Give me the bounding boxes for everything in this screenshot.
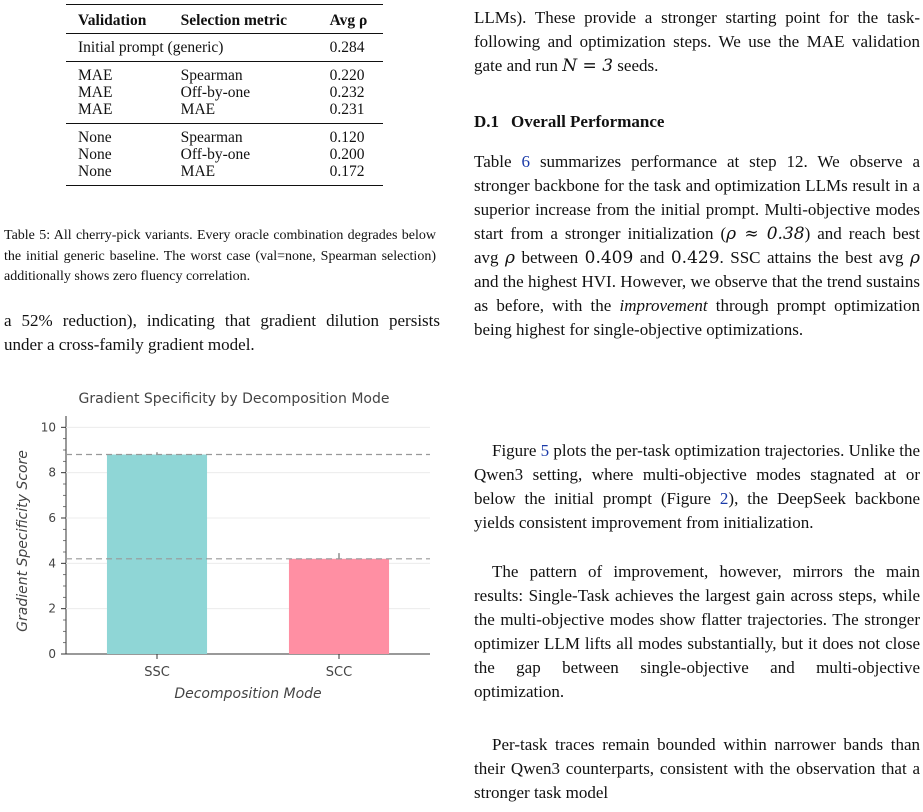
baseline-avg: 0.284	[329, 39, 365, 56]
x-tick-label: SSC	[144, 665, 170, 680]
cell-avg: 0.232	[329, 84, 365, 101]
table-row	[66, 163, 383, 186]
x-tick-label: SCC	[325, 665, 353, 680]
chart-y-label: Gradient Specificity Score	[15, 450, 31, 632]
right-paragraph-1: LLMs). These provide a stronger starting point for the task-following and optimization steps. We use the MAE validation gate and run N = 3 seeds.	[474, 8, 920, 76]
chart-x-label: Decomposition Mode	[174, 686, 322, 702]
table-row	[66, 146, 383, 163]
cell-selection: Spearman	[180, 129, 243, 146]
chart-bars	[107, 452, 389, 654]
y-tick-label: 10	[40, 420, 56, 435]
table-6-link[interactable]: 6	[521, 152, 530, 171]
col-header-validation: Validation	[78, 12, 147, 29]
gradient-specificity-chart	[10, 386, 440, 706]
table-row	[66, 84, 383, 101]
right-paragraph-5: Per-task traces remain bounded within narrower bands than their Qwen3 counterparts, consistent with the observation that a stronger task model	[474, 735, 920, 802]
figure-2-link[interactable]: 2	[719, 489, 729, 508]
y-tick-label: 4	[48, 556, 56, 571]
table-row	[66, 124, 383, 147]
section-heading	[474, 112, 664, 132]
cell-selection: MAE	[180, 163, 216, 180]
table-row	[66, 34, 383, 62]
cell-selection: Off-by-one	[180, 84, 251, 101]
col-header-avg: Avg ρ	[329, 12, 368, 29]
cell-validation: MAE	[78, 101, 113, 118]
y-tick-label: 6	[48, 511, 56, 525]
cell-selection: Spearman	[180, 67, 243, 84]
table-5	[66, 4, 383, 186]
right-paragraph-3: Figure 5 plots the per-task optimization trajectories. Unlike the Qwen3 setting, where multi-objective modes stagnated at or below the initial prompt (Figure 2), the DeepSeek backbone yields consistent improvement from initialization.	[474, 441, 920, 532]
cell-validation: None	[78, 129, 112, 146]
table-row	[66, 62, 383, 85]
section-title: Overall Performance	[511, 112, 665, 131]
col-header-selection: Selection metric	[180, 12, 287, 29]
table-row	[66, 101, 383, 124]
chart-x-ticks	[144, 654, 352, 680]
cell-avg: 0.231	[329, 101, 365, 118]
cell-avg: 0.220	[329, 67, 365, 84]
right-paragraph-2: Table 6 summarizes performance at step 12. We observe a stronger backbone for the task and optimization LLMs result in a superior increase from the initial prompt. Multi-objective modes start from a stronger initialization (ρ ≈ 0.38) and reach best avg ρ between 0.409 and 0.429. SSC attains the best avg ρ and the highest HVI. However, we observe that the trend sustains as before, with the improvement through prompt optimization being highest for single-objective optimizations.	[474, 152, 921, 339]
chart-y-ticks	[41, 420, 66, 661]
y-tick-label: 0	[48, 647, 56, 661]
cell-validation: None	[78, 163, 112, 180]
left-paragraph: a 52% reduction), indicating that gradient dilution persists under a cross-family gradient model.	[4, 311, 440, 354]
math-n: N = 3	[562, 56, 614, 76]
cell-validation: MAE	[78, 67, 113, 84]
figure-5-link[interactable]: 5	[540, 441, 550, 460]
chart-title: Gradient Specificity by Decomposition Mode	[78, 391, 390, 407]
bar-scc	[289, 559, 389, 654]
cell-avg: 0.172	[329, 163, 365, 180]
bar-ssc	[107, 455, 207, 654]
cell-selection: MAE	[180, 101, 216, 118]
section-number: D.1	[474, 112, 500, 131]
cell-avg: 0.200	[329, 146, 365, 163]
baseline-label: Initial prompt (generic)	[78, 39, 224, 56]
cell-validation: MAE	[78, 84, 113, 101]
right-paragraph-4: The pattern of improvement, however, mirrors the main results: Single-Task achieves the largest gain across steps, while the multi-objective modes show flatter trajectories. The stronger optimizer LLM lifts all modes substantially, but it does not close the gap between single-objective and multi-objective optimization.	[474, 562, 920, 701]
cell-validation: None	[78, 146, 112, 163]
cell-avg: 0.120	[329, 129, 365, 146]
cell-selection: Off-by-one	[180, 146, 251, 163]
table-5-caption: Table 5: All cherry-pick variants. Every oracle combination degrades below the initial generic baseline. The worst case (val=none, Spearman selection) additionally shows zero fluency correlation.	[4, 228, 436, 284]
chart-svg	[10, 386, 440, 706]
y-tick-label: 8	[48, 465, 56, 480]
cherry-pick-table	[66, 4, 383, 186]
y-tick-label: 2	[48, 601, 56, 616]
